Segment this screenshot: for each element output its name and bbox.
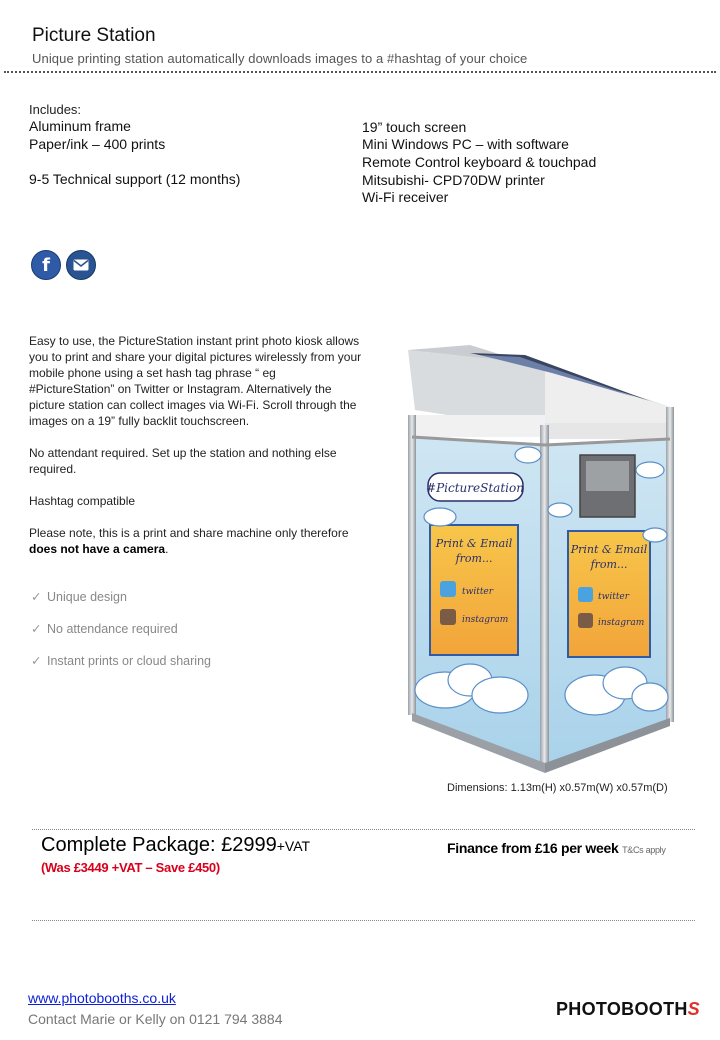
pricing-divider-top	[32, 829, 695, 830]
kiosk-panel-line1: Print & Email	[435, 537, 513, 550]
includes-item: Mini Windows PC – with software	[362, 136, 569, 152]
pricing-divider-bottom	[32, 920, 695, 921]
includes-item: 19” touch screen	[362, 119, 467, 135]
description-paragraph: No attendant required. Set up the station and nothing else required.	[29, 446, 337, 476]
description	[29, 333, 364, 573]
includes-item: Aluminum frame	[29, 118, 131, 134]
kiosk-image	[400, 345, 682, 775]
feature-item: ✓ Instant prints or cloud sharing	[31, 654, 211, 668]
includes-item: Mitsubishi- CPD70DW printer	[362, 172, 545, 188]
package-price: Complete Package: £2999+VAT	[41, 834, 311, 856]
dimensions-text: Dimensions: 1.13m(H) x0.57m(W) x0.57m(D)	[447, 782, 668, 794]
kiosk-instagram-text: instagram	[462, 615, 509, 625]
kiosk-brand-text: #PictureStation	[426, 481, 524, 495]
feature-item: ✓ Unique design	[31, 590, 127, 604]
includes-item: Wi-Fi receiver	[362, 189, 449, 205]
website-link[interactable]: www.photobooths.co.uk	[28, 990, 176, 1006]
was-price: (Was £3449 +VAT – Save £450)	[41, 860, 220, 875]
description-paragraph: Hashtag compatible	[29, 494, 136, 508]
page-title: Picture Station	[32, 25, 156, 46]
check-icon: ✓	[31, 590, 42, 604]
kiosk-panel-line2: from...	[590, 558, 628, 571]
vat-suffix: +VAT	[276, 838, 311, 854]
kiosk-twitter-text: twitter	[462, 587, 494, 597]
description-paragraph: Easy to use, the PictureStation instant print photo kiosk allows you to print and share your digital pictures wirelessly from your mobile phone using a set hash tag phrase “ eg #PictureStation” on Twitter or Instagram. Alternatively the picture station can collect images via Wi-Fi. Scroll through the images on a 19” fully backlit touchscreen.	[29, 334, 362, 428]
check-icon: ✓	[31, 654, 42, 668]
envelope-icon[interactable]	[66, 250, 96, 280]
description-paragraph: Please note, this is a print and share machine only therefore does not have a camera.	[29, 526, 349, 556]
contact-text: Contact Marie or Kelly on 0121 794 3884	[28, 1011, 283, 1027]
kiosk-twitter-text: twitter	[598, 592, 630, 602]
header-divider	[4, 71, 716, 73]
photobooths-logo: PHOTOBOOTHS	[556, 999, 700, 1019]
kiosk-panel-line1: Print & Email	[570, 543, 648, 556]
page-subtitle: Unique printing station automatically downloads images to a #hashtag of your choice	[32, 51, 528, 66]
check-icon: ✓	[31, 622, 42, 636]
finance-offer: Finance from £16 per week T&Cs apply	[447, 840, 666, 856]
tcs-note: T&Cs apply	[622, 845, 666, 855]
kiosk-instagram-text: instagram	[598, 618, 645, 628]
includes-label: Includes:	[29, 102, 82, 117]
includes-item: 9-5 Technical support (12 months)	[29, 171, 241, 187]
includes-item: Paper/ink – 400 prints	[29, 136, 166, 152]
includes-item: Remote Control keyboard & touchpad	[362, 154, 597, 170]
facebook-icon[interactable]: f	[31, 250, 61, 280]
no-camera-note: does not have a camera	[29, 542, 166, 556]
feature-item: ✓ No attendance required	[31, 622, 178, 636]
kiosk-panel-line2: from...	[455, 552, 493, 565]
